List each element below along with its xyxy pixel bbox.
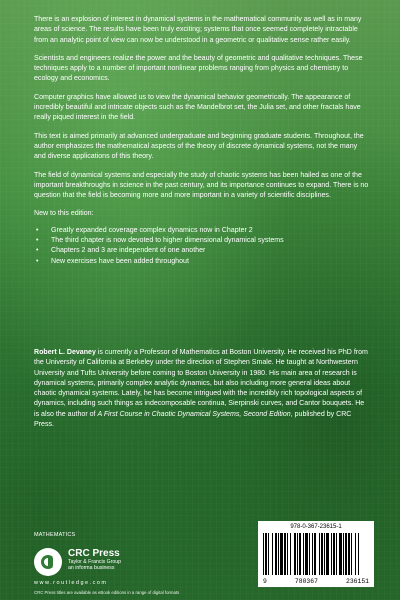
new-edition-list: [34, 226, 370, 267]
list-item: • New exercises have been added throughout: [34, 257, 370, 267]
blurb-paragraph-4: This text is aimed primarily at advanced undergraduate and beginning graduate students. Throughout, the author emphasizes the mathematical aspects of the theory of discrete dynamical systems, not the many and diverse applications of this theory.: [34, 132, 364, 161]
author-bio-text: is currently a Professor of Mathematics at Boston University. He received his PhD from the University of California at Berkeley under the direction of Stephen Smale. He taught at Northwestern University and Tufts University before coming to Boston University in 1980. His main area of research is dynamical systems, primarily complex analytic dynamics, but also including more general ideas about chaotic dynamical systems. Lately, he has become intrigued with the incredibly rich topological aspects of dynamics, including such things as indecomposable continua, Sierpinski curves, and Cantor bouquets. He is also the author of: [34, 349, 368, 418]
barcode-digit-right: 236151: [345, 578, 369, 585]
blurb-paragraph-1: There is an explosion of interest in dynamical systems in the mathematical community as well as in many areas of science. The results have been truly exciting; systems that once seemed completely intractable from an analytic point of view can now be understood in a geometric or qualitative sense rather easily.: [34, 16, 362, 44]
barcode-digits: [263, 578, 369, 585]
ebook-note: CRC Press titles are available as eBook editions in a range of digital formats: [34, 590, 180, 595]
barcode-digit-left: 780367: [294, 578, 318, 585]
barcode-digit-prefix: 9: [263, 578, 267, 585]
blurb-paragraph-2: Scientists and engineers realize the power and the beauty of geometric and qualitative techniques. These techniques apply to a number of important nonlinear problems ranging from physics and chemistry to ecology and economics.: [34, 54, 363, 83]
publisher-line-2: an informa business: [68, 565, 115, 572]
isbn-text: 978-0-367-23615-1: [290, 524, 342, 530]
publisher-url[interactable]: www.routledge.com: [34, 580, 108, 586]
barcode-bar: [359, 533, 360, 575]
blurb: [34, 15, 370, 267]
author-bio-end: , published by CRC Press.: [34, 410, 352, 429]
crc-press-logo-icon: [34, 548, 62, 576]
author-name: Robert L. Devaney: [34, 349, 96, 356]
author-bio: [34, 348, 370, 430]
barcode-bars: [263, 533, 369, 575]
barcode: [258, 521, 374, 587]
new-edition-heading: New to this edition:: [34, 210, 94, 218]
list-item: • Greatly expanded coverage complex dynamics now in Chapter 2: [34, 226, 370, 236]
list-item: • The third chapter is now devoted to higher dimensional dynamical systems: [34, 236, 370, 246]
blurb-paragraph-3: Computer graphics have allowed us to view the dynamical behavior geometrically. The appearance of incredibly beautiful and intricate objects such as the Mandelbrot set, the Julia set, and other fractals have really piqued interest in the field.: [34, 93, 361, 122]
publisher-block: [68, 548, 121, 571]
publisher-line-1: Taylor & Francis Group: [68, 559, 122, 565]
subject-label: MATHEMATICS: [34, 532, 76, 538]
blurb-paragraph-5: The field of dynamical systems and especially the study of chaotic systems has been hailed as one of the important breakthroughs in science in the past century, and its importance continues to expand. There is no question that the field is becoming more and more important in a variety of scientific disciplines.: [34, 171, 369, 200]
publisher-name: CRC Press: [68, 548, 120, 559]
list-item: • Chapters 2 and 3 are independent of one another: [34, 246, 370, 256]
book-title: A First Course in Chaotic Dynamical Systems, Second Edition: [97, 410, 291, 418]
